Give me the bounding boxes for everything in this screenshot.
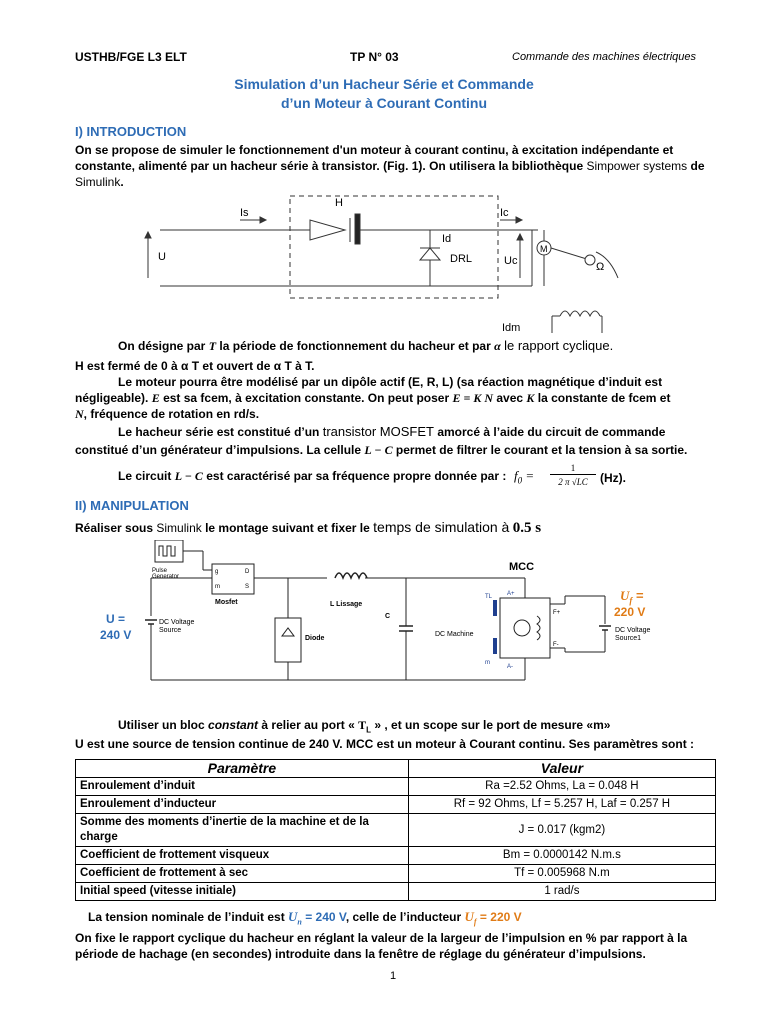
machine-params-intro: U est une source de tension continue de 240 V. MCC est un moteur à Courant continu. Ses paramètres sont :	[75, 737, 695, 751]
text-constante: la constante de fcem et	[537, 391, 671, 405]
header-right: Commande des machines électriques	[512, 51, 697, 63]
fig1-label-U: U	[158, 251, 166, 263]
text-inducteur: , celle de l’inducteur	[345, 910, 462, 924]
text-relier: à relier au port «	[261, 718, 355, 732]
text-fcem: est sa fcem, à excitation constante. On peut poser	[163, 391, 450, 405]
table-row	[76, 814, 716, 847]
intro-end: .	[120, 175, 124, 189]
formula-unit: (Hz).	[600, 471, 626, 485]
thyristor-H-symbol	[310, 220, 345, 240]
text-duration: 0.5 s	[512, 520, 542, 536]
fig1-label-Id: Id	[442, 233, 452, 245]
fig2-Fminus: F-	[553, 642, 559, 648]
pulse-icon	[159, 546, 175, 556]
text-scope: » , et un scope sur le port de mesure «m»	[374, 718, 611, 732]
chopper-circuit-diagram	[140, 188, 620, 338]
body-N-line	[75, 406, 259, 422]
fig1-label-M: M	[540, 244, 548, 254]
chopper-dashed-box	[290, 196, 498, 298]
table-row	[76, 796, 716, 814]
fig2-dcsource-l2: Source	[159, 627, 182, 634]
table-cell-value: 1 rad/s	[408, 883, 715, 901]
symbol-Un-sub: n	[297, 917, 302, 927]
intro-simulink: Simulink	[75, 175, 121, 189]
table-cell-param: Enroulement d’induit	[76, 778, 409, 796]
fig2-pulse-label: Pulse	[152, 568, 168, 574]
fig2-dcsource-l1: DC Voltage	[159, 619, 195, 626]
diode-block	[275, 618, 301, 662]
symbol-Un: U	[288, 909, 298, 924]
symbol-LC: L − C	[364, 443, 393, 457]
manip-instruction	[75, 519, 541, 536]
intro-de: de	[690, 159, 705, 173]
symbol-Uf: U	[620, 588, 630, 603]
intro-paragraph	[75, 142, 715, 190]
value-Un: = 240 V	[301, 910, 346, 924]
fig2-U-value: 240 V	[100, 628, 132, 642]
text-montage: le montage suivant et fixer le	[205, 521, 370, 535]
fig1-label-H: H	[335, 197, 343, 209]
fig2-diode-label: Diode	[305, 635, 325, 642]
table-cell-value: J = 0.017 (kgm2)	[408, 814, 715, 847]
text-generateur: constitué d’un générateur d’impulsions. La cellule	[75, 443, 362, 457]
text-negligeable: négligeable).	[75, 391, 149, 405]
equation-E-KN: E = K N	[452, 391, 494, 405]
fig2-S-port: S	[245, 584, 250, 590]
fig1-label-omega: Ω	[596, 261, 605, 273]
fig2-U-label: U =	[106, 612, 126, 626]
formula-denominator: 2 π √LC	[558, 477, 588, 487]
table-row	[76, 883, 716, 901]
symbol-Uf-eq: =	[632, 588, 644, 603]
fig2-Uf-label	[620, 588, 644, 606]
text-simulink: Simulink	[156, 521, 202, 535]
duty-cycle-line1: On fixe le rapport cyclique du hacheur en réglant la valeur de la largeur de l’impulsion en % par rapport à la	[75, 931, 688, 945]
text-period: la période de fonctionnement du hacheur et par	[219, 339, 491, 353]
page-number: 1	[390, 970, 397, 982]
text-constant: constant	[208, 718, 259, 732]
fig2-lissage-label: L Lissage	[330, 601, 363, 608]
symbol-LC-2: L − C	[174, 469, 203, 483]
fig2-mosfet-label: Mosfet	[215, 599, 238, 606]
fig2-TL-port: TL	[485, 594, 493, 600]
fig2-A-plus: A+	[507, 591, 515, 597]
fig1-label-Is: Is	[240, 207, 249, 219]
table-cell-param: Somme des moments d’inertie de la machine et de la charge	[76, 814, 409, 847]
fig2-Fplus: F+	[553, 610, 561, 616]
text-frequence-propre: est caractérisé par sa fréquence propre donnée par :	[206, 469, 507, 483]
symbol-T: T	[208, 339, 217, 353]
fig1-label-DRL: DRL	[450, 253, 473, 265]
symbol-TL: T	[358, 718, 367, 732]
field-coil-symbol	[537, 616, 540, 640]
text-tension-nominale: La tension nominale de l’induit est	[88, 910, 285, 924]
table-cell-value: Tf = 0.005968 N.m	[408, 865, 715, 883]
fig2-C-label: C	[385, 613, 391, 620]
table-header-valeur: Valeur	[408, 760, 715, 778]
text-avec: avec	[496, 391, 524, 405]
text-utiliser: Utiliser un bloc	[118, 718, 205, 732]
title-line1: Simulation d’un Hacheur Série et Commande	[234, 76, 534, 92]
text-frequence: , fréquence de rotation en rd/s.	[83, 407, 260, 421]
fig2-mcc-label: MCC	[509, 561, 535, 573]
fig2-dcmachine-label: DC Machine	[435, 631, 474, 638]
table-cell-value: Rf = 92 Ohms, Lf = 5.257 H, Laf = 0.257 H	[408, 796, 715, 814]
table-cell-param: Coefficient de frottement à sec	[76, 865, 409, 883]
table-cell-param: Enroulement d’inducteur	[76, 796, 409, 814]
inductor-symbol	[335, 573, 367, 578]
symbol-Uf-2: U	[464, 909, 474, 924]
table-header-parametre: Paramètre	[76, 760, 409, 778]
duty-cycle-line2: période de hachage (en secondes) introduite dans la fenêtre de réglage du générateur d’impulsions.	[75, 947, 646, 961]
intro-library: Simpower systems	[586, 159, 688, 173]
body-model-line: Le moteur pourra être modélisé par un dipôle actif (E, R, L) (sa réaction magnétique d’induit est	[118, 375, 663, 389]
text-transistor-mosfet: transistor MOSFET	[322, 424, 434, 439]
fig2-g-port: g	[215, 569, 219, 575]
intro-text: On se propose de simuler le fonctionnement d'un moteur à courant continu, à excitation indépendante et constante, alimenté par un hacheur série à transistor. (Fig. 1). On utilisera la bibliothèque	[75, 143, 674, 173]
formula-numerator: 1	[550, 463, 596, 475]
text-realiser: Réaliser sous	[75, 521, 154, 535]
table-row	[76, 778, 716, 796]
text-amorce: amorcé à l’aide du circuit de commande	[437, 425, 666, 439]
fig1-label-Uc: Uc	[504, 255, 518, 267]
machine-parameters-table	[75, 759, 716, 901]
symbol-N: N	[75, 407, 84, 421]
fig2-A-minus: A-	[507, 664, 513, 670]
fig1-label-Idm: Idm	[502, 322, 521, 334]
text-cyclic-ratio: le rapport cyclique.	[504, 338, 614, 353]
fig2-generator-label: Generator	[152, 574, 180, 580]
fig2-dcsource1-l1: DC Voltage	[615, 627, 651, 634]
body-period-line	[118, 338, 613, 354]
title-line2: d’un Moteur à Courant Continu	[280, 95, 488, 111]
fig2-Uf-value: 220 V	[614, 605, 646, 619]
field-winding-symbol	[560, 311, 600, 316]
text-designe: On désigne par	[118, 339, 206, 353]
table-cell-param: Coefficient de frottement visqueux	[76, 847, 409, 865]
nominal-voltage-line	[88, 909, 522, 930]
formula-f0: $f_0$ =	[514, 468, 535, 486]
table-cell-value: Ra =2.52 Ohms, La = 0.048 H	[408, 778, 715, 796]
text-circuit: Le circuit	[118, 469, 172, 483]
symbol-K: K	[526, 391, 535, 405]
body-f0-line	[118, 468, 506, 484]
symbol-Uf-2-sub: f	[473, 917, 477, 927]
thyristor-gate-bar	[355, 214, 360, 244]
table-row	[76, 865, 716, 883]
table-cell-param: Initial speed (vitesse initiale)	[76, 883, 409, 901]
symbol-TL-sub: L	[366, 725, 372, 735]
table-cell-value: Bm = 0.0000142 N.m.s	[408, 847, 715, 865]
fig2-m-meas-port: m	[485, 660, 490, 666]
symbol-E: E	[151, 391, 160, 405]
text-temps: temps de simulation à	[373, 519, 510, 535]
body-LC-line	[75, 442, 687, 458]
fig1-label-Ic: Ic	[500, 207, 509, 219]
value-Uf: = 220 V	[476, 910, 522, 924]
intro-heading: I) INTRODUCTION	[75, 124, 187, 139]
text-filtrer: permet de filtrer le courant et la tension à sa sortie.	[395, 443, 688, 457]
body-fcem-line	[75, 390, 670, 406]
header-center: TP N° 03	[350, 50, 399, 64]
symbol-Uf-sub: f	[629, 595, 633, 606]
symbol-f: f	[514, 468, 518, 483]
table-row	[76, 847, 716, 865]
simulink-schematic	[75, 540, 735, 710]
diode-DRL-symbol	[420, 248, 440, 260]
header-left: USTHB/FGE L3 ELT	[75, 50, 187, 64]
fig2-dcsource1-l2: Source1	[615, 635, 642, 642]
symbol-alpha: α	[494, 339, 501, 353]
body-mosfet-line	[118, 424, 665, 440]
fig2-m-port: m	[215, 584, 220, 590]
manip-heading: II) MANIPULATION	[75, 498, 189, 513]
text-hacheur: Le hacheur série est constitué d’un	[118, 425, 320, 439]
symbol-f-sub: 0	[517, 475, 523, 486]
fig2-D-port: D	[245, 569, 250, 575]
body-H-state: H est fermé de 0 à α T et ouvert de α T à T.	[75, 359, 315, 373]
